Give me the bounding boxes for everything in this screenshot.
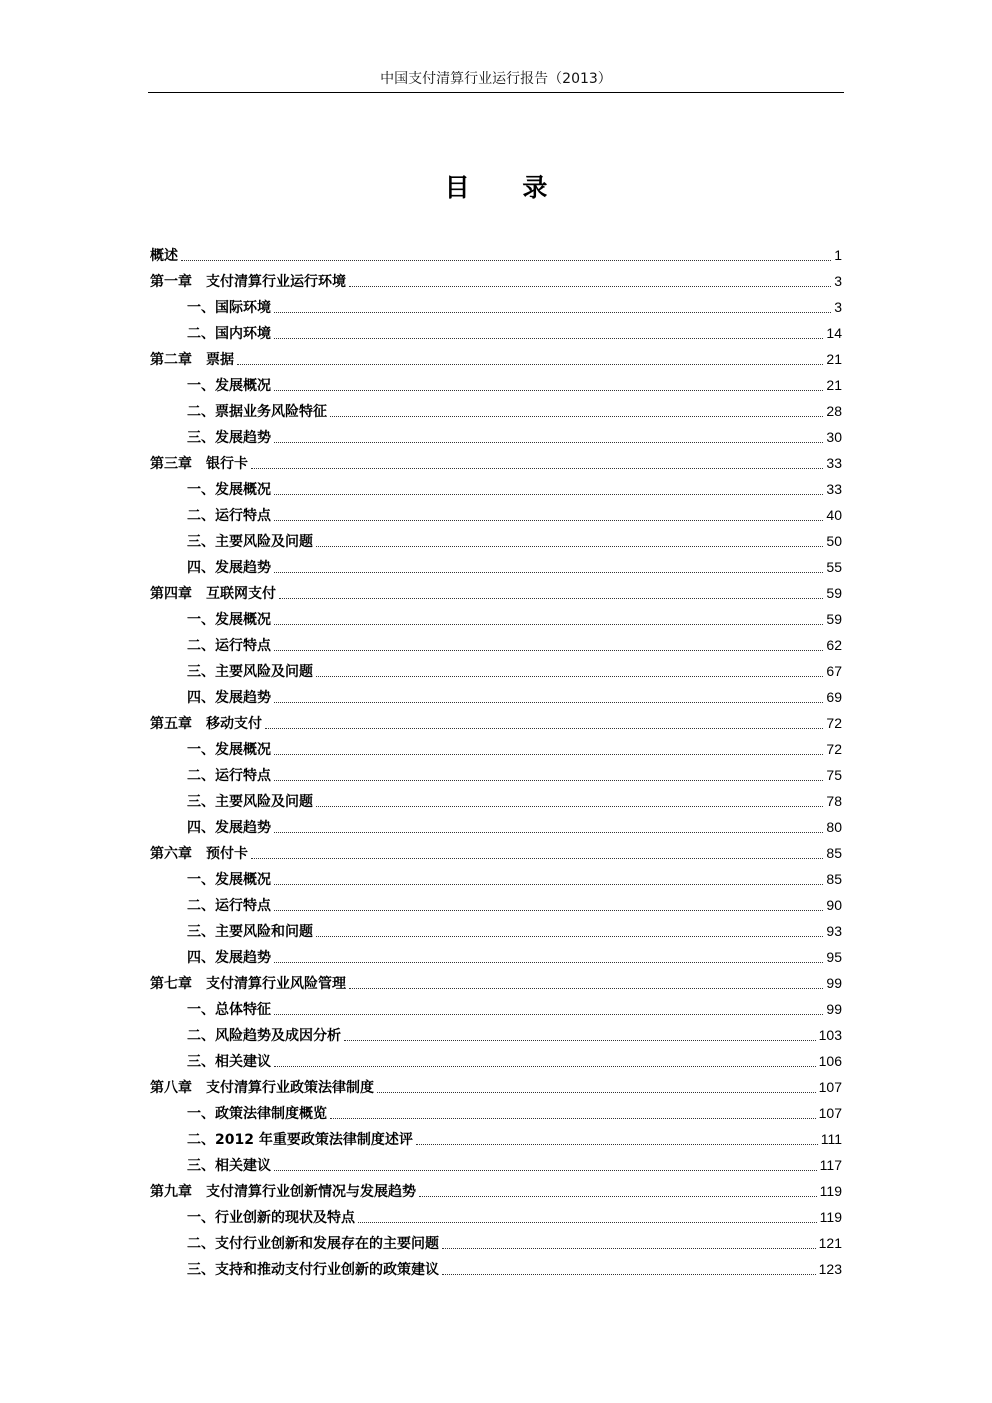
toc-entry-label [150,297,271,317]
toc-page-number: 80 [826,819,842,835]
toc-entry-section[interactable] [150,320,842,346]
toc-entry-chapter[interactable] [150,840,842,866]
chapter-number: 第三章 [150,456,192,472]
toc-entry-text: 概述 [150,248,178,264]
chapter-number: 第四章 [150,586,192,602]
toc-page-number: 95 [826,949,842,965]
toc-page-number: 50 [826,533,842,549]
toc-entry-section[interactable] [150,1022,842,1048]
dot-leader [274,702,823,703]
toc-page-number: 117 [819,1157,842,1173]
dot-leader [274,338,823,339]
toc-entry-label [150,531,313,551]
toc-entry-label [150,1207,355,1227]
toc-entry-text: 一、发展概况 [187,872,271,888]
toc-entry-text: 二、票据业务风险特征 [187,404,327,420]
toc-page-number: 85 [826,871,842,887]
dot-leader [358,1222,817,1223]
toc-entry-text: 二、运行特点 [187,898,271,914]
dot-leader [442,1274,816,1275]
toc-entry-section[interactable] [150,1230,842,1256]
toc-entry-section[interactable] [150,1204,842,1230]
dot-leader [274,780,823,781]
dot-leader [274,962,823,963]
toc-entry-section[interactable] [150,554,842,580]
toc-page-number: 75 [826,767,842,783]
toc-entry-text: 四、发展趋势 [187,820,271,836]
toc-page-number: 3 [834,299,842,315]
toc-entry-section[interactable] [150,996,842,1022]
toc-entry-text: 四、发展趋势 [187,950,271,966]
toc-entry-text: 支付清算行业风险管理 [206,976,346,992]
toc-entry-text: 支付清算行业创新情况与发展趋势 [206,1184,416,1200]
toc-entry-section[interactable] [150,814,842,840]
toc-page-number: 28 [826,403,842,419]
toc-entry-section[interactable] [150,658,842,684]
toc-entry-text: 一、行业创新的现状及特点 [187,1210,355,1226]
toc-entry-text: 互联网支付 [206,586,276,602]
table-of-contents [150,242,842,1282]
toc-entry-label [150,921,313,941]
toc-entry-label [150,375,271,395]
toc-entry-text: 二、运行特点 [187,508,271,524]
toc-page-number: 107 [818,1079,842,1095]
chapter-number: 第六章 [150,846,192,862]
toc-entry-label [150,1051,271,1071]
toc-entry-label [150,869,271,889]
toc-entry-text: 三、主要风险和问题 [187,924,313,940]
toc-entry-label [150,687,271,707]
dot-leader [442,1248,816,1249]
dot-leader [274,884,823,885]
toc-entry-chapter[interactable] [150,710,842,736]
dot-leader [251,858,823,859]
toc-page-number: 106 [818,1053,842,1069]
dot-leader [274,910,823,911]
toc-entry-chapter[interactable] [150,970,842,996]
toc-page-number: 33 [826,481,842,497]
toc-page-number: 59 [826,585,842,601]
toc-entry-section[interactable] [150,1100,842,1126]
toc-entry-section[interactable] [150,736,842,762]
toc-entry-section[interactable] [150,502,842,528]
toc-entry-text: 一、发展概况 [187,378,271,394]
toc-entry-text: 票据 [206,352,234,368]
toc-entry-label [150,739,271,759]
toc-page-number: 78 [826,793,842,809]
toc-entry-label [150,817,271,837]
chapter-number: 第七章 [150,976,192,992]
dot-leader [344,1040,816,1041]
toc-page-number: 40 [826,507,842,523]
toc-entry-chapter[interactable] [150,1074,842,1100]
toc-page-number: 123 [818,1261,842,1277]
dot-leader [416,1144,818,1145]
dot-leader [274,650,823,651]
toc-entry-text: 三、主要风险及问题 [187,794,313,810]
toc-entry-label [150,635,271,655]
chapter-number: 第五章 [150,716,192,732]
toc-entry-section[interactable] [150,632,842,658]
toc-entry-text: 三、支持和推动支付行业创新的政策建议 [187,1262,439,1278]
toc-page-number: 1 [834,247,842,263]
dot-leader [349,988,823,989]
toc-entry-text: 二、2012 年重要政策法律制度述评 [187,1132,413,1148]
toc-entry-text: 四、发展趋势 [187,560,271,576]
dot-leader [274,520,823,521]
toc-entry-label [150,1025,341,1045]
toc-entry-section[interactable] [150,762,842,788]
toc-entry-section[interactable] [150,684,842,710]
chapter-number: 第二章 [150,352,192,368]
toc-entry-text: 二、国内环境 [187,326,271,342]
toc-entry-label [150,1129,413,1149]
toc-entry-label [150,609,271,629]
toc-entry-label [150,505,271,525]
dot-leader [181,260,831,261]
toc-page-number: 99 [826,1001,842,1017]
toc-page-number: 33 [826,455,842,471]
dot-leader [274,390,823,391]
toc-page-number: 99 [826,975,842,991]
toc-entry-chapter[interactable] [150,346,842,372]
toc-page-number: 103 [818,1027,842,1043]
toc-entry-text: 银行卡 [206,456,248,472]
toc-page-number: 3 [834,273,842,289]
dot-leader [274,832,823,833]
toc-entry-label [150,453,248,473]
toc-entry-label [150,765,271,785]
toc-entry-label [150,999,271,1019]
toc-entry-section[interactable] [150,1048,842,1074]
toc-entry-section[interactable] [150,424,842,450]
dot-leader [330,416,823,417]
toc-entry-text: 三、主要风险及问题 [187,664,313,680]
toc-entry-text: 支付清算行业运行环境 [206,274,346,290]
toc-entry-label [150,1155,271,1175]
toc-entry-section[interactable] [150,918,842,944]
chapter-number: 第九章 [150,1184,192,1200]
toc-page-number: 67 [826,663,842,679]
toc-entry-label [150,1181,416,1201]
toc-entry-text: 一、发展概况 [187,612,271,628]
toc-page-number: 69 [826,689,842,705]
toc-entry-section[interactable] [150,892,842,918]
toc-page-number: 21 [826,351,842,367]
dot-leader [251,468,823,469]
toc-entry-label [150,947,271,967]
toc-entry-section[interactable] [150,1256,842,1282]
toc-entry-label [150,843,248,863]
toc-entry-label [150,427,271,447]
toc-entry-text: 三、发展趋势 [187,430,271,446]
toc-page-number: 93 [826,923,842,939]
toc-entry-label [150,973,346,993]
toc-entry-text: 二、运行特点 [187,768,271,784]
toc-entry-label [150,271,346,291]
toc-entry-section[interactable] [150,866,842,892]
toc-entry-chapter[interactable] [150,1178,842,1204]
dot-leader [330,1118,816,1119]
toc-entry-text: 三、相关建议 [187,1158,271,1174]
toc-entry-label [150,895,271,915]
toc-page-number: 121 [818,1235,842,1251]
toc-entry-section[interactable] [150,294,842,320]
toc-entry-section[interactable] [150,1126,842,1152]
toc-entry-label [150,661,313,681]
toc-entry-text: 预付卡 [206,846,248,862]
toc-entry-label [150,1103,327,1123]
dot-leader [377,1092,816,1093]
toc-page-number: 30 [826,429,842,445]
toc-entry-label [150,1077,374,1097]
toc-entry-chapter[interactable] [150,450,842,476]
toc-entry-text: 二、支付行业创新和发展存在的主要问题 [187,1236,439,1252]
toc-entry-text: 一、总体特征 [187,1002,271,1018]
toc-page-number: 111 [820,1131,842,1147]
toc-entry-chapter[interactable] [150,268,842,294]
toc-entry-section[interactable] [150,476,842,502]
dot-leader [274,1170,817,1171]
toc-entry-label [150,245,178,265]
toc-entry-section[interactable] [150,788,842,814]
toc-entry-text: 一、国际环境 [187,300,271,316]
toc-entry-text: 三、主要风险及问题 [187,534,313,550]
toc-entry-text: 三、相关建议 [187,1054,271,1070]
toc-page-number: 14 [826,325,842,341]
dot-leader [274,494,823,495]
toc-entry-section[interactable] [150,1152,842,1178]
toc-entry-chapter[interactable] [150,580,842,606]
toc-entry-label [150,1233,439,1253]
chapter-number: 第一章 [150,274,192,290]
toc-entry-label [150,583,276,603]
dot-leader [274,1066,816,1067]
toc-entry-chapter[interactable] [150,242,842,268]
dot-leader [419,1196,817,1197]
toc-entry-section[interactable] [150,528,842,554]
dot-leader [265,728,823,729]
toc-page-number: 90 [826,897,842,913]
toc-entry-label [150,1259,439,1279]
running-header: 中国支付清算行业运行报告（2013） [380,71,612,87]
dot-leader [274,312,831,313]
toc-entry-text: 二、风险趋势及成因分析 [187,1028,341,1044]
dot-leader [316,546,823,547]
toc-entry-text: 一、发展概况 [187,482,271,498]
dot-leader [316,806,823,807]
toc-entry-text: 支付清算行业政策法律制度 [206,1080,374,1096]
toc-page-number: 21 [826,377,842,393]
toc-page-number: 119 [819,1183,842,1199]
toc-entry-label [150,791,313,811]
toc-page-number: 72 [826,715,842,731]
dot-leader [349,286,831,287]
toc-entry-text: 四、发展趋势 [187,690,271,706]
toc-entry-label [150,557,271,577]
dot-leader [274,754,823,755]
toc-page-number: 55 [826,559,842,575]
dot-leader [279,598,823,599]
toc-entry-section[interactable] [150,606,842,632]
dot-leader [316,936,823,937]
toc-entry-text: 一、政策法律制度概览 [187,1106,327,1122]
toc-entry-text: 移动支付 [206,716,262,732]
chapter-number: 第八章 [150,1080,192,1096]
toc-page-number: 119 [819,1209,842,1225]
dot-leader [316,676,823,677]
dot-leader [237,364,823,365]
header-rule [148,92,844,93]
toc-entry-label [150,349,234,369]
toc-entry-text: 一、发展概况 [187,742,271,758]
toc-page-number: 107 [818,1105,842,1121]
toc-entry-section[interactable] [150,944,842,970]
toc-page-number: 85 [826,845,842,861]
toc-entry-label [150,713,262,733]
dot-leader [274,1014,823,1015]
dot-leader [274,572,823,573]
toc-page-number: 72 [826,741,842,757]
toc-entry-label [150,323,271,343]
toc-entry-label [150,401,327,421]
toc-page-number: 59 [826,611,842,627]
toc-entry-text: 二、运行特点 [187,638,271,654]
dot-leader [274,624,823,625]
toc-page-number: 62 [826,637,842,653]
toc-entry-label [150,479,271,499]
dot-leader [274,442,823,443]
toc-entry-section[interactable] [150,372,842,398]
toc-title: 目 录 [444,173,570,202]
toc-entry-section[interactable] [150,398,842,424]
